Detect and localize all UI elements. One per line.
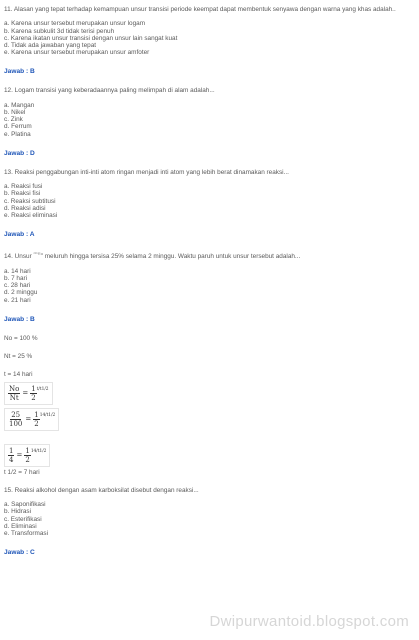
work-t: t = 14 hari — [4, 370, 33, 378]
options-11 — [4, 20, 415, 56]
option: e. 21 hari — [4, 296, 31, 304]
options-13 — [4, 183, 415, 219]
answer-12: Jawab : D — [4, 149, 35, 157]
option: d. 2 minggu — [4, 289, 38, 297]
document-page — [4, 6, 415, 568]
option: b. Hidrasi — [4, 508, 31, 516]
answer-11: Jawab : B — [4, 68, 35, 76]
work-no: No = 100 % — [4, 334, 38, 342]
formula-2: $\frac{25}{100}$ = $\frac{1}{2}$ 14/t1/2 — [4, 405, 415, 431]
working-14 — [4, 335, 415, 477]
option: c. Karena ikatan unsur transisi dengan unsur lain sangat kuat — [4, 34, 178, 42]
answer-15: Jawab : C — [4, 549, 35, 557]
option: d. Tidak ada jawaban yang tepat — [4, 42, 97, 50]
question-13: 13. Reaksi penggabungan inti-inti atom ringan menjadi inti atom yang lebih berat dinamakan reaksi... — [4, 168, 289, 176]
options-12 — [4, 102, 415, 138]
option: d. Eliminasi — [4, 522, 37, 530]
question-12: 12. Logam transisi yang keberadaannya paling melimpah di alam adalah... — [4, 87, 215, 95]
options-15 — [4, 501, 415, 537]
options-14 — [4, 268, 415, 304]
watermark: Dwipurwantoid.blogspot.com — [209, 613, 409, 630]
answer-14: Jawab : B — [4, 315, 35, 323]
option: c. 28 hari — [4, 282, 31, 290]
option: a. Reaksi fusi — [4, 183, 43, 191]
option: e. Karena unsur tersebut merupakan unsur amfoter — [4, 49, 150, 57]
option: c. Zink — [4, 116, 23, 124]
option: e. Transformasi — [4, 530, 49, 538]
option: b. Nikel — [4, 109, 26, 117]
question-15: 15. Reaksi alkohol dengan asam karboksilat disebut dengan reaksi... — [4, 486, 199, 494]
question-14-prefix: 14. Unsur — [4, 253, 32, 261]
isotope-symbol: ²²⁶Ra — [33, 251, 43, 257]
work-nt: Nt = 25 % — [4, 352, 33, 360]
option: b. 7 hari — [4, 275, 28, 282]
option: c. Reaksi subtitusi — [4, 197, 56, 205]
option: e. Platina — [4, 130, 31, 138]
option: d. Reaksi adisi — [4, 204, 46, 212]
formula-1: $\frac{No}{Nt}$ = $\frac{1}{2}$ t/t1/2 — [4, 379, 415, 405]
option: a. Saponifikasi — [4, 501, 46, 509]
option: d. Ferrum — [4, 123, 32, 131]
option: c. Esterifikasi — [4, 515, 42, 523]
option: a. Mangan — [4, 101, 35, 109]
work-result: t 1/2 = 7 hari — [4, 468, 40, 476]
question-14-suffix: meluruh hingga tersisa 25% selama 2 minggu. Waktu paruh untuk unsur tersebut adalah... — [44, 253, 301, 261]
question-14 — [4, 250, 415, 262]
option: e. Reaksi eliminasi — [4, 212, 58, 220]
answer-13: Jawab : A — [4, 231, 35, 239]
option: a. 14 hari — [4, 267, 31, 275]
option: a. Karena unsur tersebut merupakan unsur logam — [4, 20, 146, 28]
question-11: 11. Alasan yang tepat terhadap kemampuan unsur transisi periode keempat dapat membentuk senyawa dengan warna yang khas adalah.. — [4, 6, 396, 13]
option: b. Reaksi fisi — [4, 190, 41, 198]
option: b. Karena subkulit 3d tidak terisi penuh — [4, 27, 115, 35]
formula-3: $\frac{1}{4}$ = $\frac{1}{2}$ 14/t1/2 — [4, 441, 415, 467]
